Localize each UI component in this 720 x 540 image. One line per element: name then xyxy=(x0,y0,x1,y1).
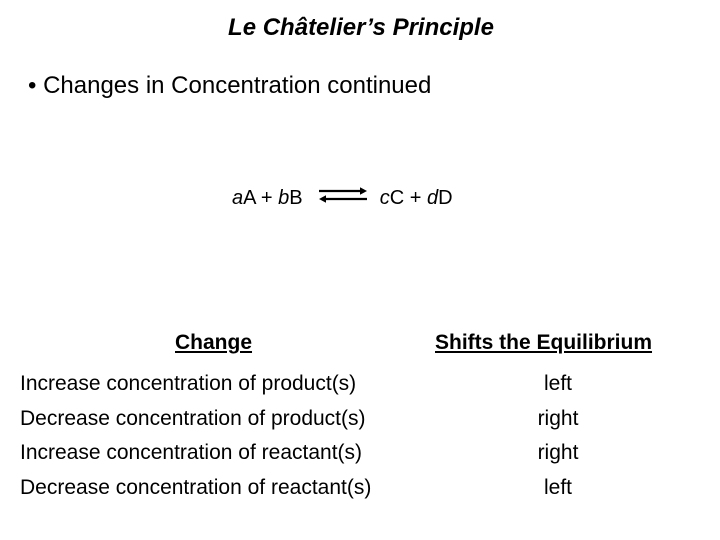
bullet-text: Changes in Concentration continued xyxy=(43,72,432,99)
species-c: C + xyxy=(389,186,427,209)
change-cell: Decrease concentration of reactant(s) xyxy=(20,475,372,499)
coefficient-c: c xyxy=(379,186,390,209)
coefficient-d: d xyxy=(427,186,439,209)
change-cell: Increase concentration of product(s) xyxy=(20,372,357,395)
bullet-point xyxy=(28,72,431,100)
shift-cell: left xyxy=(543,475,572,499)
species-d: D xyxy=(438,186,453,209)
shift-cell: left xyxy=(543,372,572,395)
equilibrium-arrows-icon xyxy=(318,186,368,210)
column-header-change: Change xyxy=(175,331,253,354)
bullet-symbol: • xyxy=(28,72,37,99)
change-cell: Decrease concentration of product(s) xyxy=(20,406,366,430)
coefficient-a: a xyxy=(232,186,244,209)
coefficient-b: b xyxy=(278,186,290,209)
change-cell: Increase concentration of reactant(s) xyxy=(20,441,363,464)
shift-cell: right xyxy=(537,406,579,430)
products xyxy=(380,187,453,210)
shift-cell: right xyxy=(537,441,579,464)
column-header-shift: Shifts the Equilibrium xyxy=(435,331,653,354)
slide-title: Le Châtelier’s Principle xyxy=(228,14,494,41)
species-b: B xyxy=(289,186,303,209)
species-a: A + xyxy=(243,186,279,209)
reaction-equation xyxy=(232,186,453,210)
reactants xyxy=(232,187,303,210)
